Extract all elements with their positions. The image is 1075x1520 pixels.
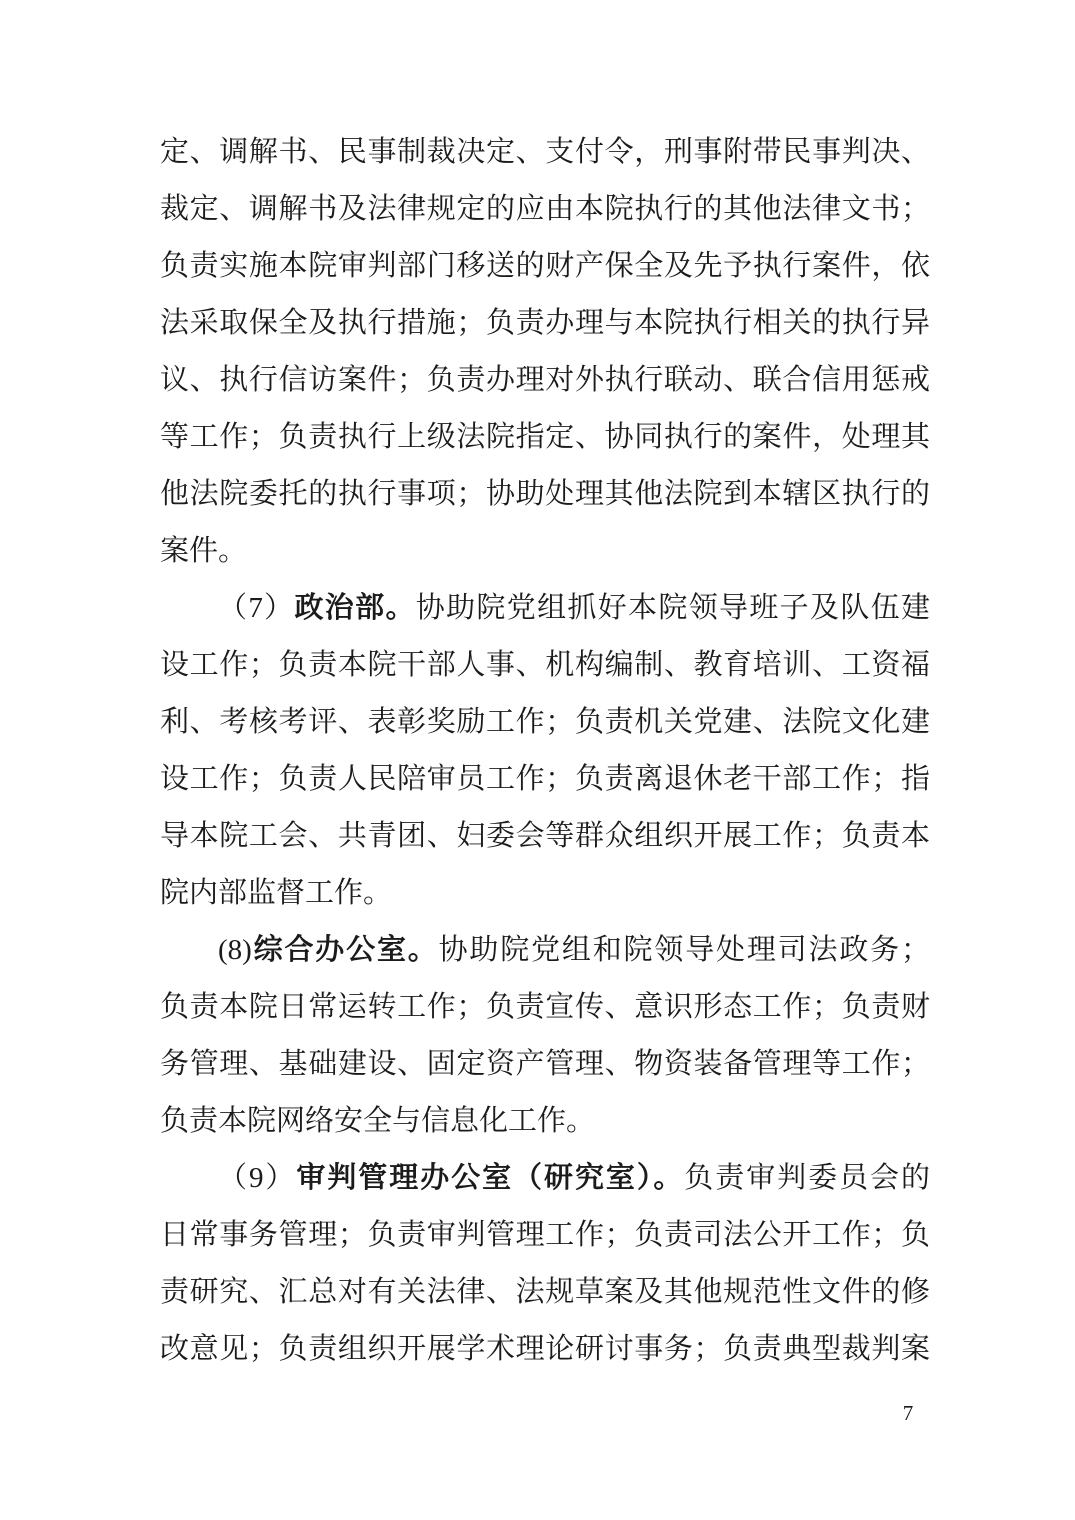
text-line — [160, 580, 930, 637]
text-run: （9） — [218, 1162, 297, 1194]
text-run: 负责本院日常运转工作；负责宣传、意识形态工作；负责财 — [160, 991, 930, 1023]
text-line — [160, 181, 930, 238]
text-run: 设工作；负责本院干部人事、机构编制、教育培训、工资福 — [160, 649, 930, 681]
paragraph — [160, 922, 930, 1150]
text-run: 案件。 — [160, 535, 248, 567]
text-run: 利、考核考评、表彰奖励工作；负责机关党建、法院文化建 — [160, 706, 930, 738]
text-run: 他法院委托的执行事项；协助处理其他法院到本辖区执行的 — [160, 478, 930, 510]
text-run: （7） — [218, 592, 295, 624]
text-line — [160, 637, 930, 694]
text-line — [160, 466, 930, 523]
bold-text-run: 政治部。 — [294, 592, 416, 624]
text-run: 务管理、基础建设、固定资产管理、物资装备管理等工作； — [160, 1048, 930, 1080]
text-line — [160, 295, 930, 352]
text-run: 法采取保全及执行措施；负责办理与本院执行相关的执行异 — [160, 307, 930, 339]
text-run: 裁定、调解书及法律规定的应由本院执行的其他法律文书； — [160, 193, 930, 225]
text-run: 改意见；负责组织开展学术理论研讨事务；负责典型裁判案 — [160, 1333, 930, 1365]
text-line — [160, 409, 930, 466]
text-line — [160, 751, 930, 808]
text-line — [160, 865, 930, 922]
text-run: (8) — [218, 934, 252, 966]
text-run: 协助院党组和院领导处理司法政务； — [438, 934, 930, 966]
text-line — [160, 1093, 930, 1150]
text-run: 设工作；负责人民陪审员工作；负责离退休老干部工作；指 — [160, 763, 930, 795]
text-run: 负责本院网络安全与信息化工作。 — [160, 1105, 596, 1137]
text-line — [160, 1264, 930, 1321]
document-body — [160, 124, 930, 1378]
text-run: 议、执行信访案件；负责办理对外执行联动、联合信用惩戒 — [160, 364, 930, 396]
text-line — [160, 124, 930, 181]
paragraph — [160, 1150, 930, 1378]
text-line — [160, 694, 930, 751]
text-run: 负责审判委员会的 — [684, 1162, 930, 1194]
text-run: 负责实施本院审判部门移送的财产保全及先予执行案件，依 — [160, 250, 930, 282]
text-line — [160, 352, 930, 409]
page-number: 7 — [902, 1401, 914, 1425]
bold-text-run: 审判管理办公室（研究室）。 — [296, 1162, 685, 1194]
text-run: 协助院党组抓好本院领导班子及队伍建 — [415, 592, 930, 624]
text-run: 责研究、汇总对有关法律、法规草案及其他规范性文件的修 — [160, 1276, 930, 1308]
paragraph — [160, 580, 930, 922]
text-line — [160, 1150, 930, 1207]
text-line — [160, 1036, 930, 1093]
text-line — [160, 238, 930, 295]
text-run: 日常事务管理；负责审判管理工作；负责司法公开工作；负 — [160, 1219, 930, 1251]
text-line — [160, 1207, 930, 1264]
text-run: 定、调解书、民事制裁决定、支付令，刑事附带民事判决、 — [160, 136, 930, 168]
text-run: 院内部监督工作。 — [160, 877, 393, 909]
text-line — [160, 979, 930, 1036]
text-line — [160, 1321, 930, 1378]
text-run: 导本院工会、共青团、妇委会等群众组织开展工作；负责本 — [160, 820, 930, 852]
text-line — [160, 523, 930, 580]
paragraph — [160, 124, 930, 580]
text-line — [160, 922, 930, 979]
text-line — [160, 808, 930, 865]
text-run: 等工作；负责执行上级法院指定、协同执行的案件，处理其 — [160, 421, 930, 453]
bold-text-run: 综合办公室。 — [251, 934, 439, 966]
